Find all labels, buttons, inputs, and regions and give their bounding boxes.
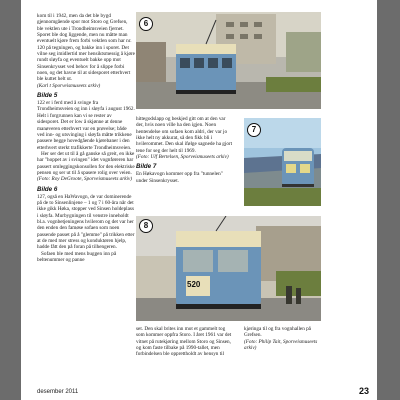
bilde-5-heading: Bilde 5 — [37, 92, 58, 100]
photo-6-tram-loop — [136, 12, 321, 109]
left-text-column — [37, 13, 135, 385]
bilde-5-text: 122 er i ferd med å svinge fra Trondheimsveien og inn i sløyfa i august 1962. Helt i forgrunnen kan vi se rester av sidesporet. Det er low å skjønne at denne manøveren etterhvert var en prøvelse; både ved inn- og utsvinging i sløyfa måtte trikkene passere begge hovedgående kjørebaner i den etterhvert sterkt trafikkerte Trondheimsveien. — [37, 100, 135, 151]
intro-paragraph: kom til i 1942, men da det ble bygd gjennomgående spor mot Storo og Grefsen, ble vektlen ute i Trondheimsveien fjernet. Sporet ble dog liggende, men nu måtte man eventuelt kjøre frem forbi vektlen som har nr. 120 på tegningen, og bakke inn i sporet. Det vilne seg imidlertid mer hensiktsmessig å kjøre rundt sløyfa og eventuelt bakke opp mot Sinsenkrysset ved behov for å slippe forbi noen, og det havne til at sidesporet etterhvert ble kuttet helt ut. — [37, 13, 135, 83]
mid-text-block-1 — [136, 116, 234, 216]
route-text: set. Den skal brites inn mot et gammelt tog som kommer oppfra Storo. I året 1961 var det vitnet på rutekjøring mellom Storo og Sinsen, og kom faste tilbake på 1990-tallet, men forbindelsen ble opprettholdt av hensyn til — [136, 326, 232, 358]
sofa-text: hittegodslapp og beskjed gitt om at den var der, hvis noen ville ha den igjen. Noen hentendelse om sofaen kom aldri, der var jo ikke helt ny akkurat, så den fikk bli i hvilerommet. Den skal ifølge sagnede ha gjort tene for seg der helt til 1969. — [136, 116, 233, 154]
photo-8-credit: (Foto: Philip Tait, Sporveismuseets arkiv) — [244, 338, 318, 352]
magazine-page — [21, 0, 377, 400]
photo-8-tram-520 — [136, 216, 321, 321]
bilde-5-text-2: Her ser det ut til å gå ganske så greit, en ikke har "hoppet av i svingen" idet vognføreren har passert omleggingskonsollen for den elektriske pensen og ser ut til å spasere rolig over veien. — [37, 150, 135, 176]
bilde-6-text-2: Sofaen ble med mens buggen inn på beltenummer og panne — [37, 250, 117, 264]
mid-text-block-2 — [136, 326, 234, 386]
bilde-6-heading: Bilde 6 — [37, 185, 58, 193]
right-text-block — [244, 326, 321, 366]
issue-date: desember 2011 — [37, 389, 79, 395]
bilde-7-text: En Høkavogn kommer opp fra "tunnelen" under Sinsenkrysset. — [136, 171, 223, 184]
photo-7-tram-tunnel — [244, 118, 321, 206]
photo-8-number: 8 — [139, 219, 153, 233]
photo-6-number: 6 — [139, 17, 153, 31]
page-number: 23 — [358, 386, 369, 396]
intro-photo-credit: (Karl t Sporveismuseets arkiv) — [37, 82, 101, 89]
tram-route-sign: 520 — [187, 280, 201, 289]
photo-7-number: 7 — [247, 123, 261, 137]
photo-6-credit: (Foto: Ulf Bertelsen, Sporveismuseets arkiv) — [136, 154, 229, 161]
grefsen-text: kjøringa til og fra vognhallen på Grefsen. — [244, 326, 311, 339]
bilde-7-heading: Bilde 7 — [136, 163, 157, 171]
bilde-5-photo-credit: (Foto: Roy DeGroote, Sporveismuseets arkiv) — [37, 176, 133, 183]
bilde-6-text: 127, også en HaWavogn, de var dominerende på de to Sinsenlinjene – 1 og 7 i 60-åra når det ikke gikk Høka, stopper ved Sinsen holdeplass i sløyfa. Murbygningen til venstre inneholdt bl.a. vognbetjeningens hvilerom og det var her den enden den famøse sofaen som noen passende passet på å "glemme" på trikken etter at de med mer stress og konduktøren hjelp, hadde fått den på foran på tilhengeren. — [37, 193, 135, 251]
